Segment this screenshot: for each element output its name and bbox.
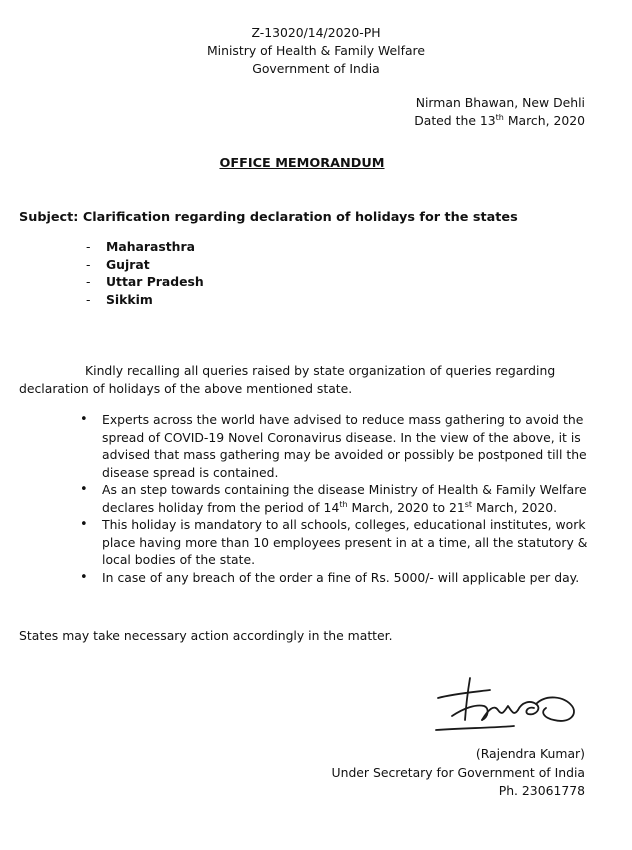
signatory-name: (Rajendra Kumar) xyxy=(475,746,585,761)
ministry-name: Ministry of Health & Family Welfare xyxy=(206,43,425,58)
state-item: - Gujrat xyxy=(86,256,204,274)
directive-item: • In case of any breach of the order a fine of Rs. 5000/- will applicable per day. xyxy=(102,569,592,587)
closing-line: States may take necessary action accordingly in the matter. xyxy=(19,628,393,643)
subject-line: Subject: Clarification regarding declaration of holidays for the states xyxy=(19,210,518,225)
directive-item: • Experts across the world have advised to reduce mass gathering to avoid the spread of COVID-19 Novel Coronavirus disease. In the view of the above, it is advised that mass gathering may be avoided or possibly be postponed till the disease spread is contained. xyxy=(102,411,592,481)
state-item: - Maharasthra xyxy=(86,238,204,256)
government-name: Government of India xyxy=(252,61,380,76)
place: Nirman Bhawan, New Dehli xyxy=(415,95,585,110)
place-date-block xyxy=(414,94,585,130)
state-item: - Sikkim xyxy=(86,291,204,309)
intro-paragraph: Kindly recalling all queries raised by state organization of queries regarding declaration of holidays of the above mentioned state. xyxy=(19,363,556,396)
signatory-phone: Ph. 23061778 xyxy=(498,783,585,798)
letter-header xyxy=(0,24,632,78)
handwritten-signature xyxy=(432,668,582,732)
state-item: - Uttar Pradesh xyxy=(86,273,204,291)
directives-list xyxy=(102,411,592,586)
memo-title: OFFICE MEMORANDUM xyxy=(219,156,385,171)
date-line: Dated the 13th March, 2020 xyxy=(414,112,585,128)
directive-item: • As an step towards containing the disease Ministry of Health & Family Welfare declares holiday from the period of 14th March, 2020 to 21st March, 2020. xyxy=(102,481,592,516)
signatory-block xyxy=(332,745,585,801)
file-number: Z-13020/14/2020-PH xyxy=(251,25,381,40)
signatory-designation: Under Secretary for Government of India xyxy=(331,764,585,780)
states-list xyxy=(86,238,204,308)
directive-item: • This holiday is mandatory to all schools, colleges, educational institutes, work place having more than 10 employees present in at a time, all the statutory & local bodies of the state. xyxy=(102,516,592,569)
